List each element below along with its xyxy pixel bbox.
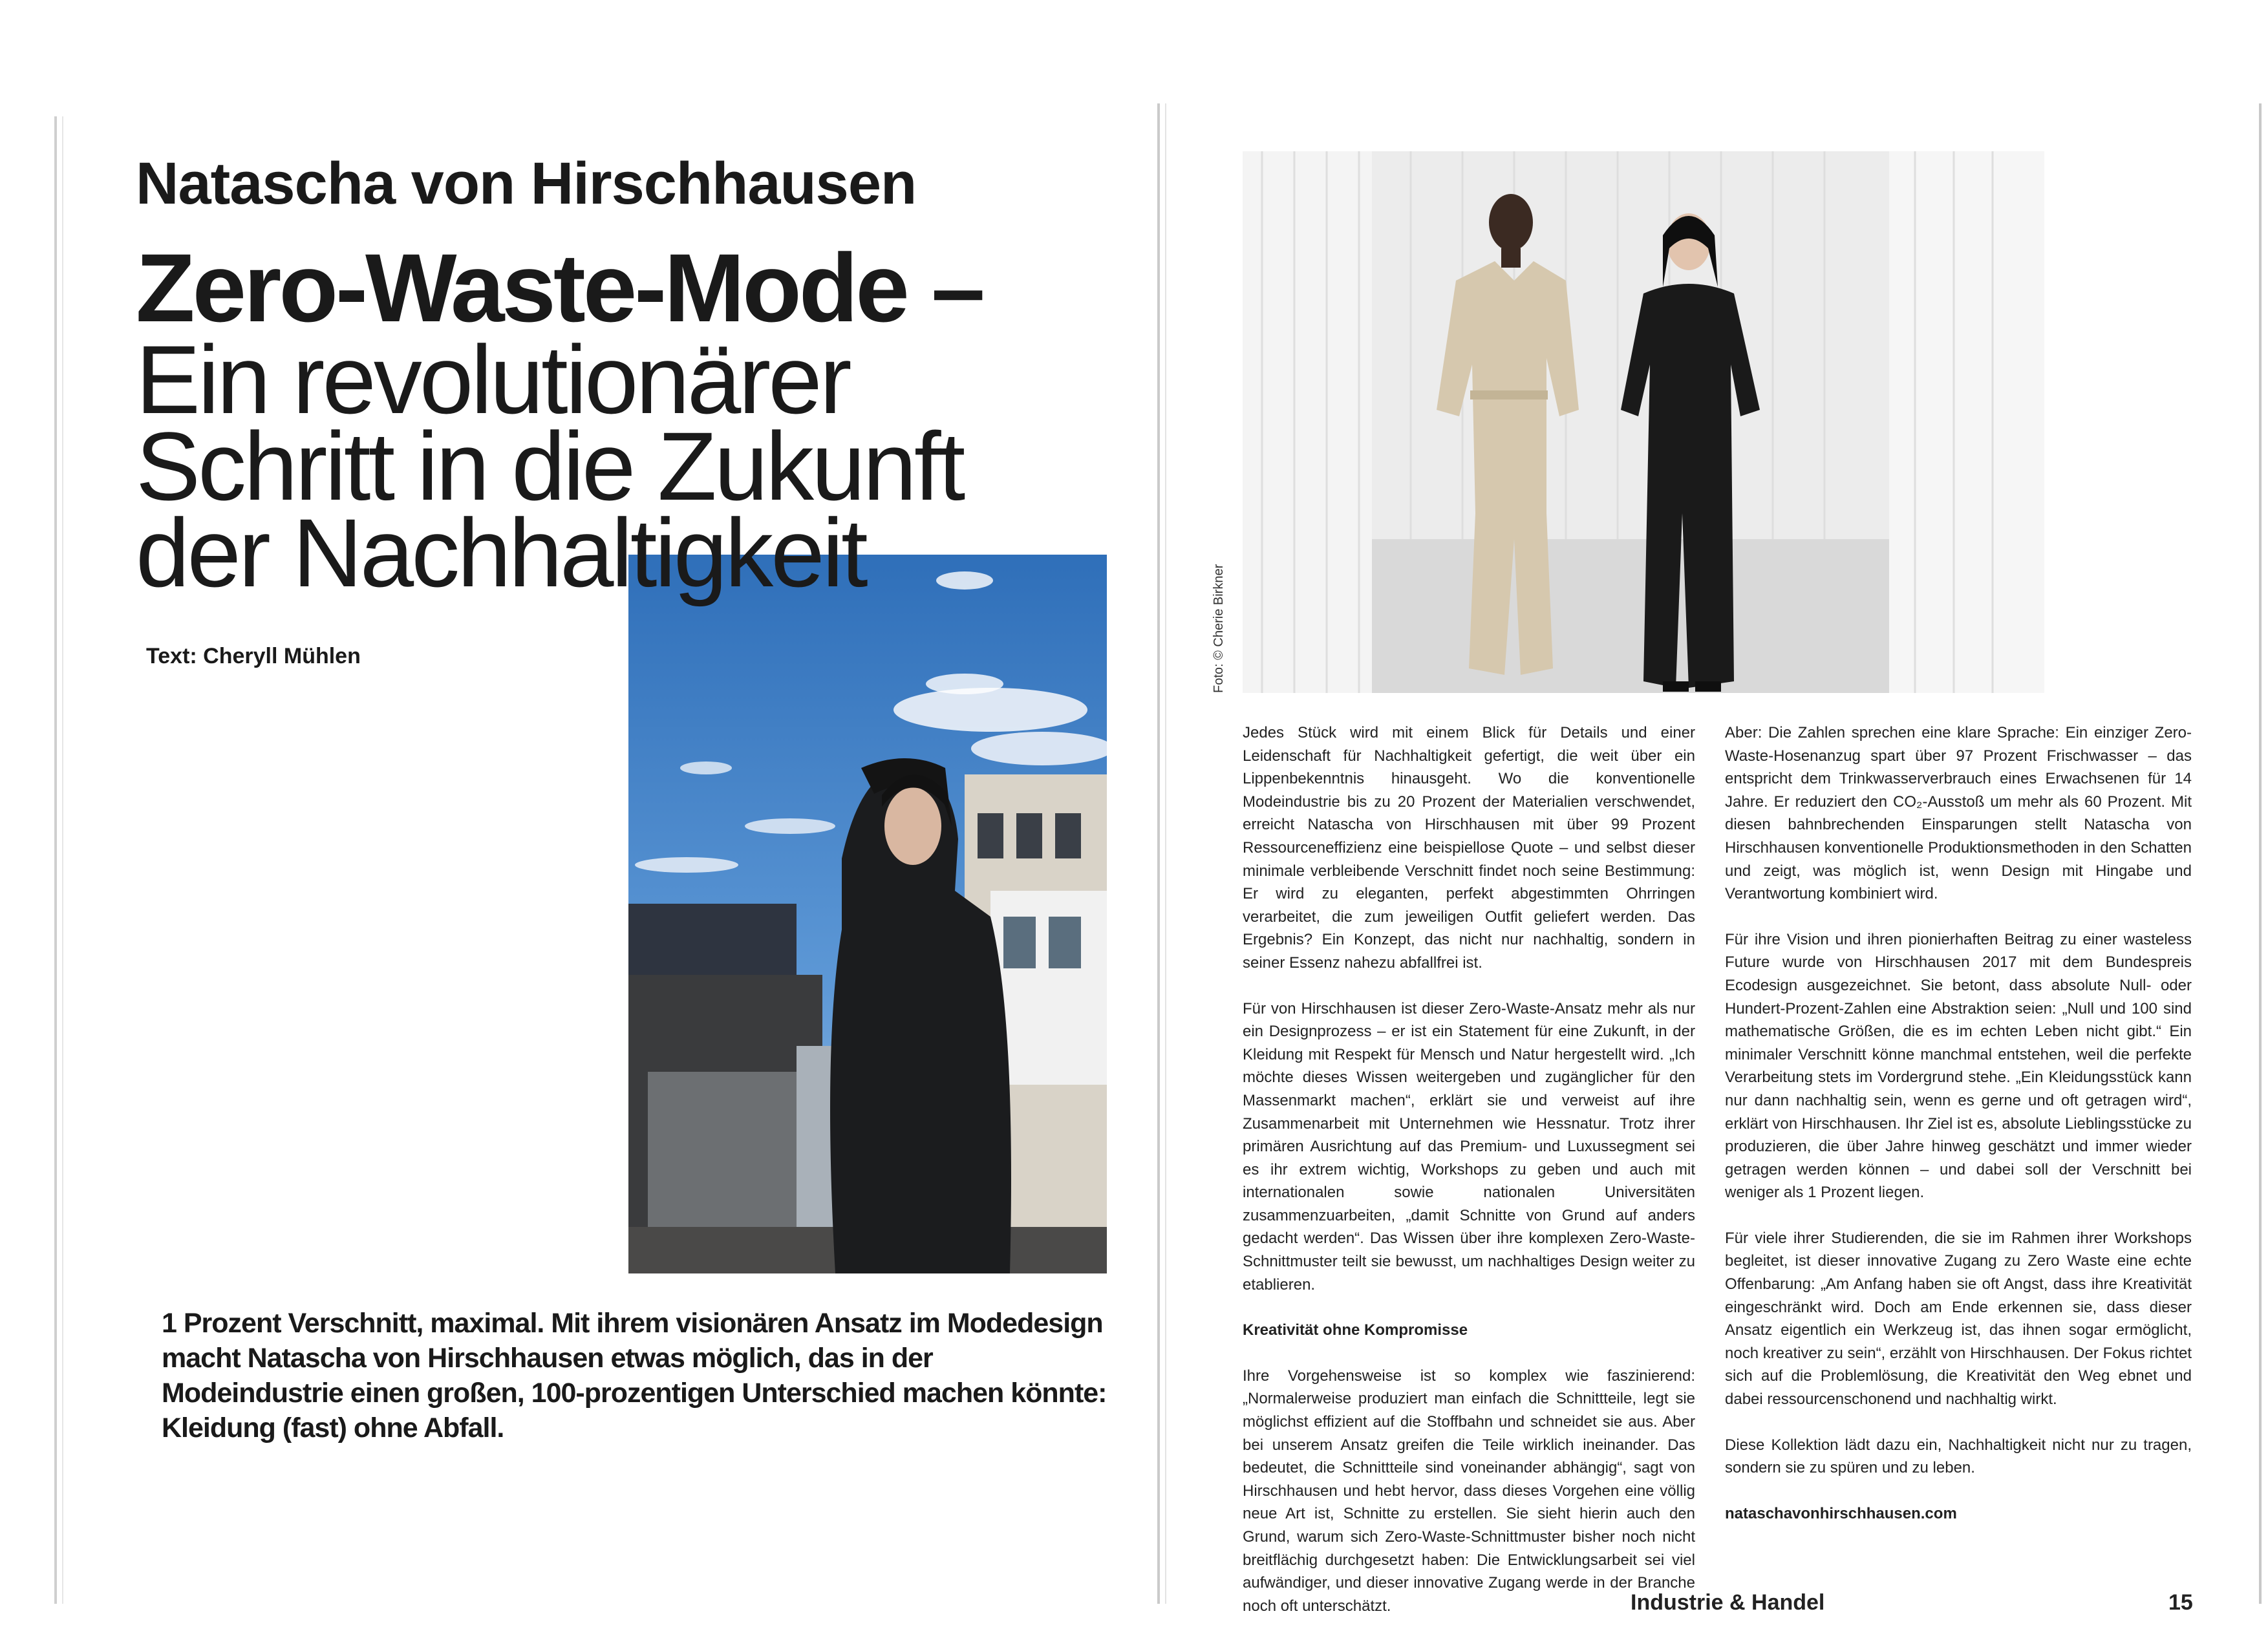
runway-photo-image <box>1243 151 2044 693</box>
article-lead: 1 Prozent Verschnitt, maximal. Mit ihrem visionären Ansatz im Modedesign macht Natascha von Hirschhausen etwas möglich, das in der Modeindustrie einen großen, 100-prozentigen Unterschied machen könnte: Kleidung (fast) ohne Abfall. <box>162 1308 1107 1443</box>
body-paragraph: Ihre Vorgehensweise ist so komplex wie faszinierend: „Normalerweise produziert man einfach die Schnittteile, legt sie möglichst effizient auf die Stoffbahn und schneidet sie aus. Aber bei unserem Ansatz greifen die Teile wirklich ineinander. Das bedeutet, die Schnittteile sind voneinander abhängig“, sagt von Hirschhausen und hebt hervor, dass dieses Vorgehen eine völlig neue Art ist, Schnitte zu erstellen. Sie sieht hierin auch den Grund, warum sich Zero-Waste-Schnittmuster bisher noch nicht breitflächig durchgesetzt haben: Die Entwicklungsarbeit sei viel aufwändiger, und dieser innovative Zugang werde in der Branche noch oft unterschätzt. <box>1243 1367 1695 1615</box>
article-headline <box>136 233 1144 607</box>
body-paragraph: Diese Kollektion lädt dazu ein, Nachhaltigkeit nicht nur zu tragen, sondern sie zu spüren und zu leben. <box>1725 1436 2192 1477</box>
page-edge-right <box>2259 103 2262 1604</box>
body-paragraph: Für viele ihrer Studierenden, die sie im Rahmen ihrer Workshops begleitet, ist dieser innovative Zugang zu Zero Waste eine echte Offenbarung: „Am Anfang haben sie oft Angst, dass ihre Kreativität eingeschränkt wird. Doch am Ende erkennen sie, dass dieser Ansatz eigentlich ein Werkzeug ist, das ihnen sogar ermöglicht, noch kreativer zu sein“, erzählt von Hirschhausen. Der Fokus richtet sich auf die Problemlösung, die Kreativität den Weg ebnet und dabei ressourcenschonend und nachhaltig wirkt. <box>1725 1229 2192 1409</box>
page-edge-left-inner <box>62 116 63 1604</box>
body-paragraph: Für ihre Vision und ihren pionierhaften Beitrag zu einer wasteless Future wurde von Hirschhausen 2017 mit dem Bundespreis Ecodesign ausgezeichnet. Sie betont, dass absolute Null- oder Hundert-Prozent-Zahlen eine Abstraktion seien: „Null und 100 sind mathematische Größen, die es im echten Leben nicht gibt.“ Ein minimaler Verschnitt könne manchmal entstehen, weil die perfekte Verarbeitung stets im Vordergrund stehe. „Ein Kleidungsstück kann nur dann nachhaltig sein, wenn es gerne und oft getragen wird“, erklärt von Hirschhausen. Ihr Ziel ist es, absolute Lieblingsstücke zu produzieren, die über Jahre hinweg geschätzt und immer wieder getragen werden können – und dabei soll der Verschnitt bei weniger als 1 Prozent liegen. <box>1725 930 2192 1202</box>
page-edge-left <box>54 116 57 1604</box>
portrait-photo-image <box>628 555 1107 1273</box>
headline-line-4: der Nachhaltigkeit <box>136 498 866 607</box>
footer-page-number: 15 <box>2168 1590 2193 1615</box>
headline-line-2: Ein revolutionärer <box>136 325 850 434</box>
headline-line-3: Schritt in die Zukunft <box>136 412 963 520</box>
runway-photo <box>1243 151 2044 693</box>
body-paragraph: Aber: Die Zahlen sprechen eine klare Sprache: Ein einziger Zero-Waste-Hosenanzug spart über 97 Prozent Frischwasser – das entspricht dem Trinkwasserverbrauch eines Erwachsenen für 14 Jahre. Er reduziert den CO₂-Ausstoß um mehr als 60 Prozent. Mit diesen bahnbrechenden Einsparungen stellt Natascha von Hirschhausen konventionelle Produktionsmethoden in den Schatten und zeigt, was möglich ist, wenn Design mit Hingabe und Verantwortung kombiniert wird. <box>1725 724 2192 903</box>
body-column-right <box>1725 721 2192 1525</box>
body-paragraph: Jedes Stück wird mit einem Blick für Details und einer Leidenschaft für Nachhaltigkeit gefertigt, die weit über ein Lippenbekenntnis hinausgeht. Wo die konventionelle Modeindustrie bis zu 20 Prozent der Materialien verschwendet, erreicht Natascha von Hirschhausen mit über 99 Prozent Ressourceneffizienz eine beispiellose Quote – und selbst dieser minimale verbleibende Verschnitt findet noch seine Bestimmung: Er wird zu eleganten, perfekt abgestimmten Ohrringen verarbeitet, die zum jeweiligen Outfit geliefert werden. Das Ergebnis? Ein Konzept, das nicht nur nachhaltig, sondern in seiner Essenz nahezu abfallfrei ist. <box>1243 724 1695 972</box>
photo-credit: Foto: © Cherie Birkner <box>1212 564 1226 693</box>
portrait-photo <box>628 555 1107 1273</box>
body-paragraph: Für von Hirschhausen ist dieser Zero-Waste-Ansatz mehr als nur ein Designprozess – er ist ein Statement für eine Zukunft, in der Kleidung mit Respekt für Mensch und Natur hergestellt wird. „Ich möchte dieses Wissen weitergeben und zugänglicher für den Massenmarkt machen“, erklärt sie und verweist auf ihre Zusammenarbeit mit Unternehmen wie Hessnatur. Trotz ihrer primären Ausrichtung auf das Premium- und Luxussegment sei es ihr extrem wichtig, Workshops zu geben und auch mit internationalen sowie nationalen Universitäten zusammenzuarbeiten, „damit Schnitte von Grund auf anders gedacht werden“. Das Wissen über ihre komplexen Zero-Waste-Schnittmuster teilt sie bewusst, um nachhaltiges Design weiter zu etablieren. <box>1243 999 1695 1294</box>
magazine-spine-shadow <box>1165 103 1166 1604</box>
body-column-left <box>1243 721 1695 1640</box>
section-subheading: Kreativität ohne Kompromisse <box>1243 1321 1468 1339</box>
magazine-spine <box>1157 103 1160 1604</box>
footer-magazine-name: Industrie & Handel <box>1631 1590 1825 1615</box>
headline-line-1: Zero-Waste-Mode – <box>136 233 983 342</box>
article-byline: Text: Cheryll Mühlen <box>146 644 361 668</box>
website-link[interactable]: nataschavonhirschhausen.com <box>1725 1504 1957 1522</box>
designer-name: Natascha von Hirschhausen <box>136 151 917 217</box>
